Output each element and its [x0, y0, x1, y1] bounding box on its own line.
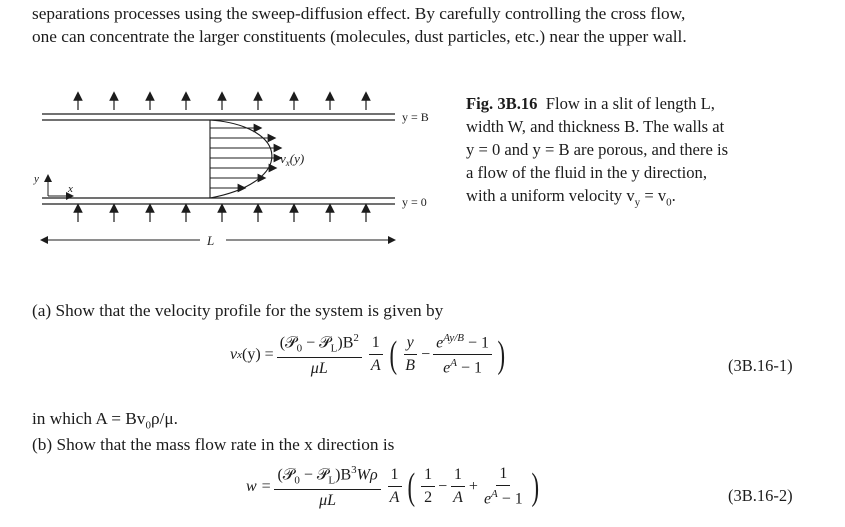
axis-x-label: x: [68, 183, 73, 195]
label-vx: $v_x(y)$: [280, 151, 305, 168]
eq2-fraction-inverse-A: $\frac{1}{A}$: [387, 466, 403, 507]
part-b-statement: (b) Show that the mass flow rate in the x direction is: [32, 435, 395, 454]
intro-paragraph: [32, 2, 832, 48]
label-y-eq-0: y = 0: [402, 195, 427, 209]
label-length: L: [207, 233, 215, 248]
top-crossflow-arrows: [78, 96, 366, 110]
equation-number-2: (3B.16-2): [728, 486, 793, 505]
upper-wall: [42, 114, 395, 120]
intro-line-1: separations processes using the sweep-diffusion effect. By carefully controlling the cross flow,: [32, 4, 686, 23]
axis-y-label: y: [34, 173, 39, 185]
velocity-profile: [210, 120, 278, 198]
caption-line-2: width W, and thickness B. The walls at: [466, 117, 725, 136]
intro-line-2: one can concentrate the larger constituents (molecules, dust particles, etc.) near the upper wall.: [32, 27, 687, 46]
part-a-definition: in which $A = Bv_0\rho/\mu$.: [32, 409, 178, 432]
equation-3B16-1: v x (y) = $\frac{(𝒫_0 - 𝒫_L)B^2}{\mu L}$ $\frac{1}{A}$ ( $\frac{y}{B}$ − $\frac{e^{Ay/B} - 1}{e^A - 1}$ ): [230, 332, 506, 377]
part-a-statement: (a) Show that the velocity profile for the system is given by: [32, 301, 444, 320]
slit-flow-figure: [34, 92, 450, 267]
slit-flow-diagram: [34, 92, 450, 262]
lower-wall: [42, 198, 395, 204]
caption-line-3: y = 0 and y = B are porous, and there is: [466, 140, 729, 159]
caption-line-5: with a uniform velocity $v_y = v_0$.: [466, 186, 676, 209]
eq2-fraction-inverse-A-2: $\frac{1}{A}$: [450, 466, 466, 507]
bottom-crossflow-arrows: [78, 208, 366, 222]
coordinate-axes: [48, 178, 70, 196]
eq2-fraction-pressure: $\frac{(𝒫_0 - 𝒫_L)B^3W\rho}{\mu L}$: [274, 464, 380, 510]
label-y-eq-B: y = B: [402, 110, 429, 124]
eq2-fraction-half: $\frac{1}{2}$: [421, 466, 435, 507]
eq1-fraction-pressure: $\frac{(𝒫_0 - 𝒫_L)B^2}{\mu L}$: [277, 332, 362, 378]
equation-3B16-2: w = $\frac{(𝒫_0 - 𝒫_L)B^3W\rho}{\mu L}$ $\frac{1}{A}$ ( $\frac{1}{2}$ − $\frac{1}{A}$ + $\frac{1}{e^A - 1}$ ): [246, 464, 539, 509]
eq1-fraction-y-over-B: $\frac{y}{B}$: [405, 334, 416, 375]
eq2-fraction-exponential: $\frac{1}{e^A - 1}$: [483, 465, 523, 508]
caption-label: Fig. 3B.16: [466, 94, 538, 113]
caption-line-1: Flow in a slit of length L,: [545, 94, 715, 113]
eq1-fraction-exponential: $\frac{e^{Ay/B} - 1}{e^A - 1}$: [433, 332, 492, 378]
equation-number-1: (3B.16-1): [728, 356, 793, 375]
figure-caption: [466, 92, 806, 214]
eq1-fraction-inverse-A: $\frac{1}{A}$: [368, 334, 384, 375]
caption-line-4: a flow of the fluid in the y direction,: [466, 163, 708, 182]
